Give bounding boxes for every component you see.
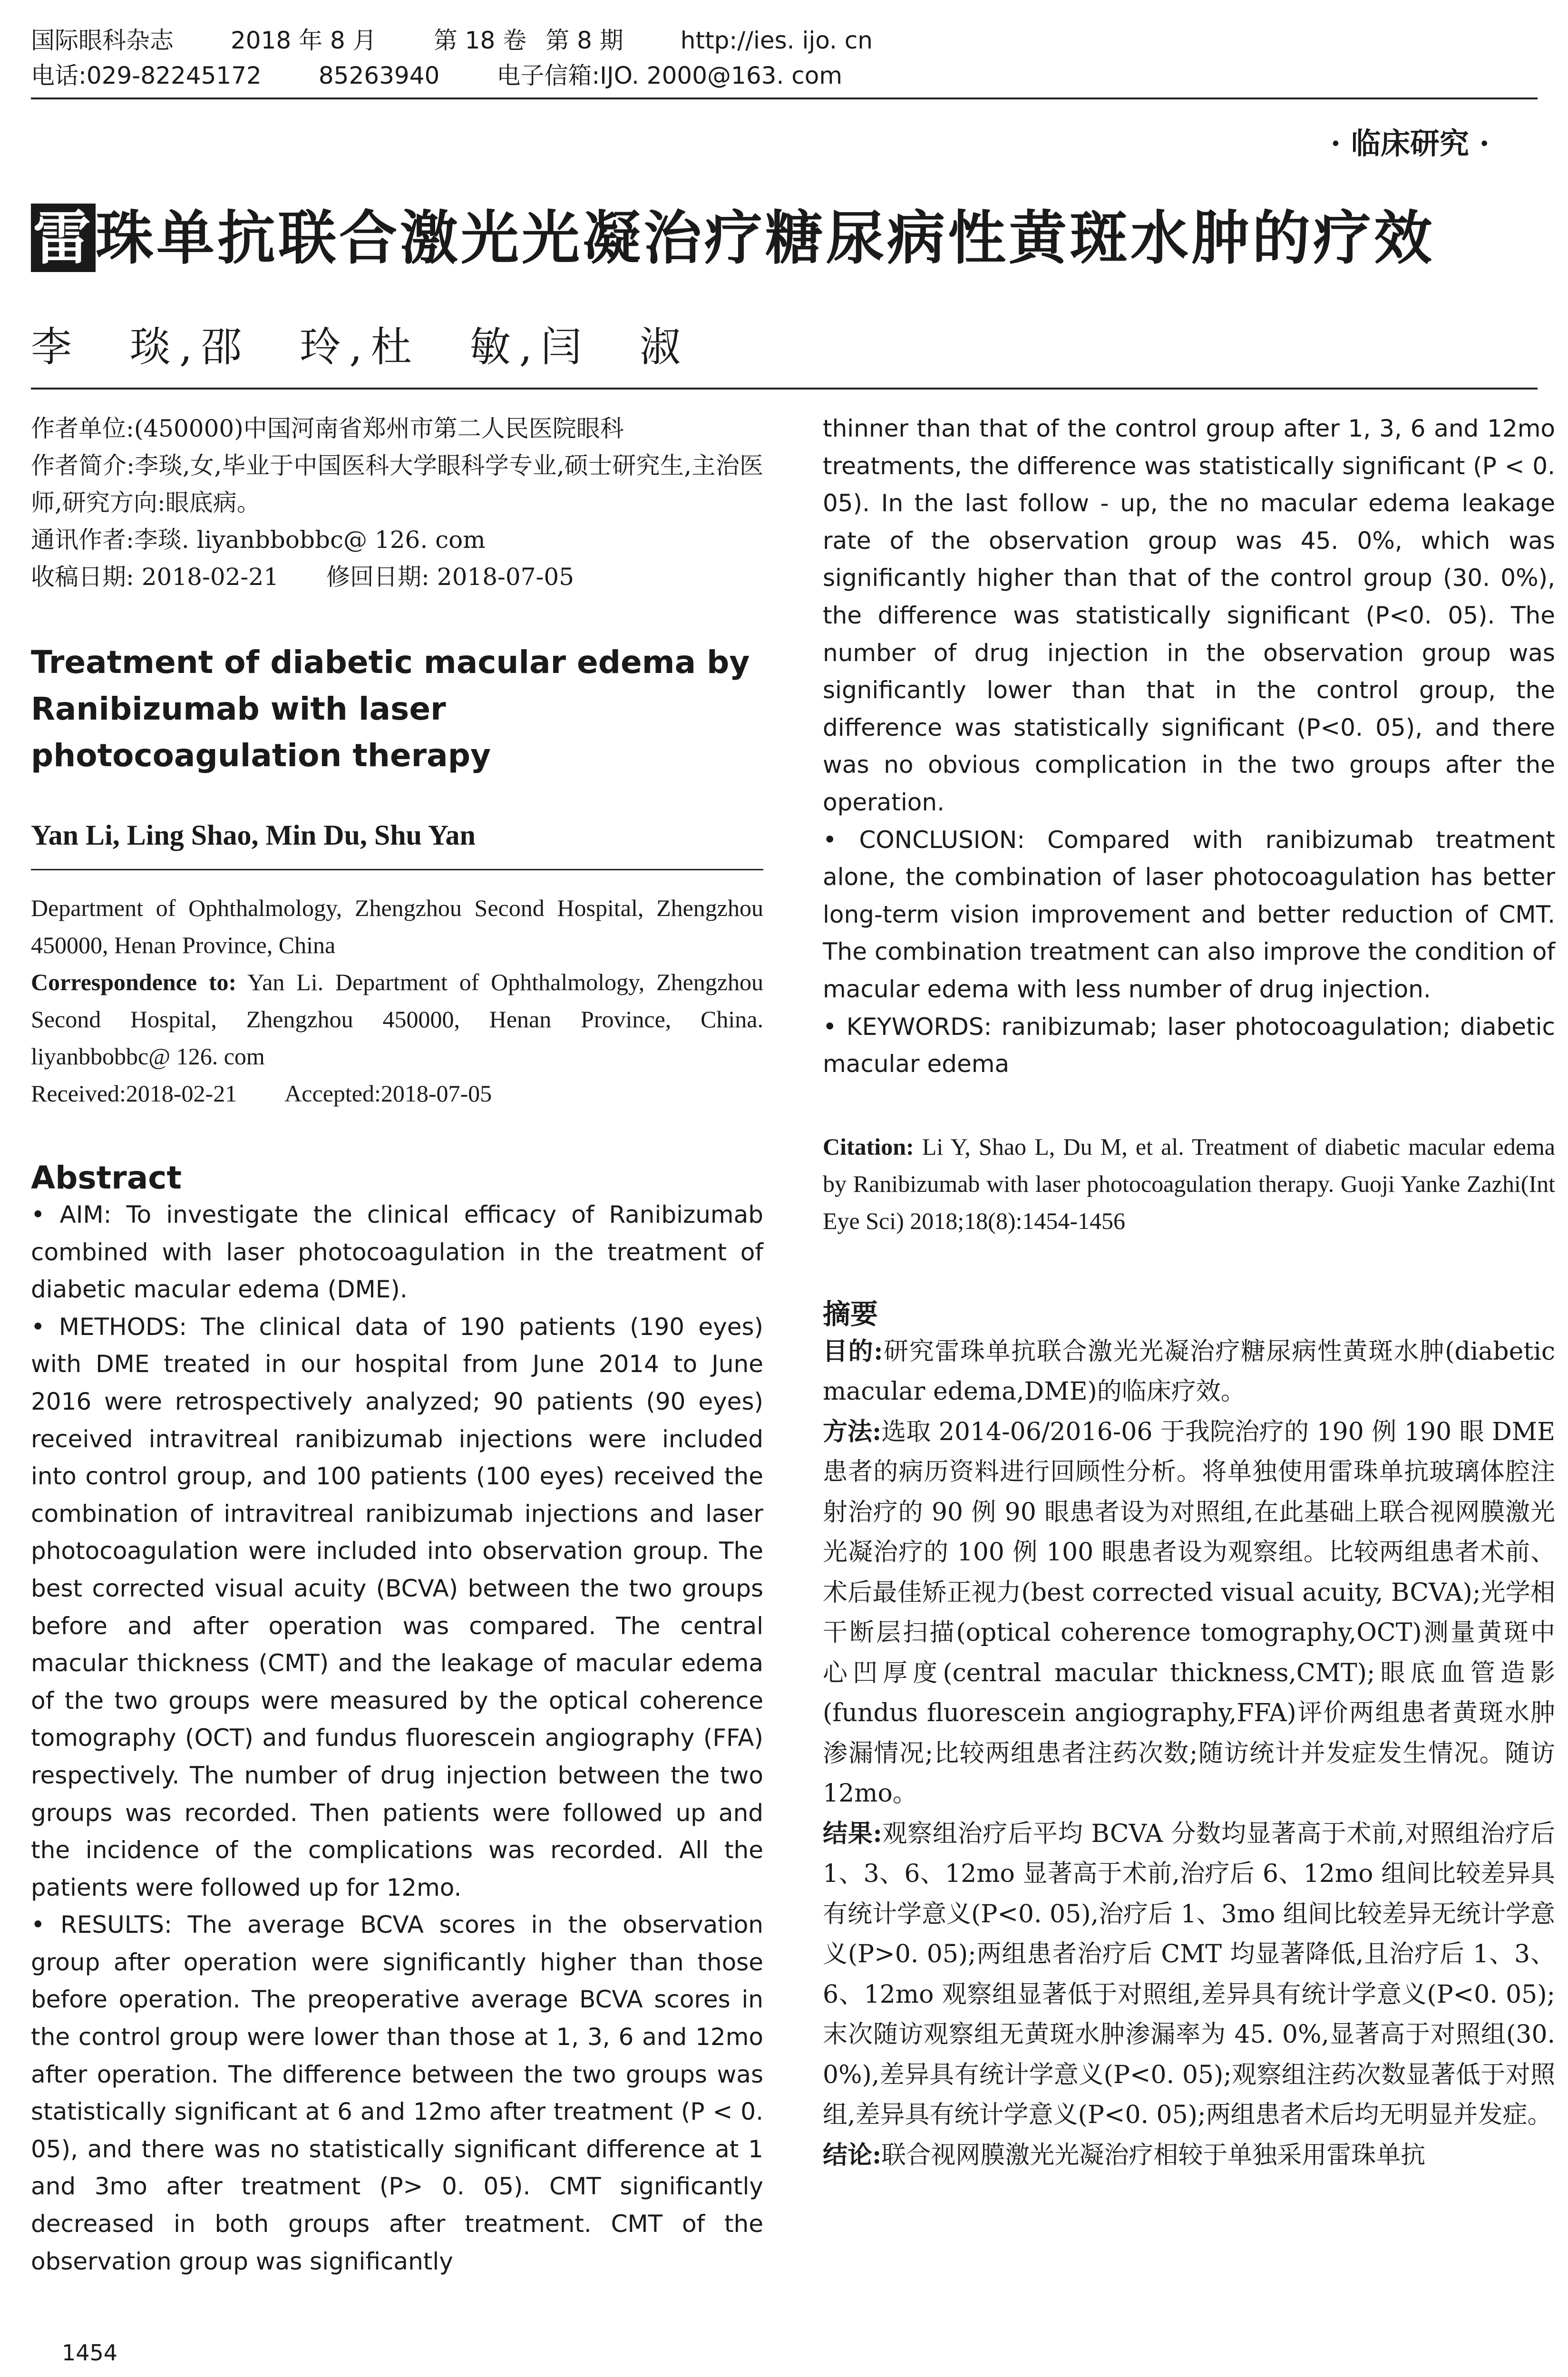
abstract-cn-conclusion bbox=[823, 2135, 1555, 2176]
cn-methods-label: 方法: bbox=[823, 1417, 882, 1446]
dates-en: Received:2018-02-21 Accepted:2018-07-05 bbox=[31, 1080, 492, 1107]
cn-aim-text: 研究雷珠单抗联合激光光凝治疗糖尿病性黄斑水肿(diabetic macular edema,DME)的临床疗效。 bbox=[823, 1337, 1555, 1406]
author-rule bbox=[31, 852, 763, 870]
abstract-results-cont: thinner than that of the control group after 1, 3, 6 and 12mo treatments, the difference was statistically significant (P < 0. 05). In the last follow - up, the no macular edema leakage rate of the observation group was 45. 0%, which was significantly higher than that of the control group (30. 0%), the difference was statistically significant (P<0. 05). The number of drug injection in the observation group was significantly lower than that in the control group, the difference was statistically significant (P<0. 05), and there was no obvious complication in the two groups after the operation. bbox=[823, 415, 1555, 816]
header-rule bbox=[31, 97, 1538, 99]
methods-text: The clinical data of 190 patients (190 eyes) with DME treated in our hospital from June 2014 to June 2016 were retrospectively analyzed; 90 patients (90 eyes) received intravitreal ranibizumab injections were included into control group, and 100 patients (100 eyes) received the combination of intravitreal ranibizumab injections and laser photocoagulation were included into observation group. The best corrected visual acuity (BCVA) between the two groups before and after operation was compared. The central macular thickness (CMT) and the leakage of macular edema of the two groups were measured by the optical coherence tomography (OCT) and fundus fluorescein angiography (FFA) respectively. The number of drug injection between the two groups was recorded. Then patients were followed up and the incidence of the complications was recorded. All the patients were followed up for 12mo. bbox=[31, 1313, 764, 1901]
results-label: • RESULTS: bbox=[31, 1911, 172, 1939]
abstract-cn-methods bbox=[823, 1412, 1555, 1814]
aim-text: To investigate the clinical efficacy of Ranibizumab combined with laser photocoagulation in the treatment of diabetic macular edema (DME). bbox=[31, 1201, 764, 1304]
cn-results-text: 观察组治疗后平均 BCVA 分数均显著高于术前,对照组治疗后 1、3、6、12mo 显著高于术前,治疗后 6、12mo 组间比较差异具有统计学意义(P<0. 05),治疗后 1、3mo 组间比较差异无统计学意义(P>0. 05);两组患者治疗后 CMT 均显著降低,且治疗后 1、3、6、12mo 观察组显著低于对照组,差异具有统计学意义(P<0. 05);末次随访观察组无黄斑水肿渗漏率为 45. 0%,显著高于对照组(30. 0%),差异具有统计学意义(P<0. 05);观察组注药次数显著低于对照组,差异具有统计学意义(P<0. 05);两组患者术后均无明显并发症。 bbox=[823, 1819, 1555, 2130]
phone-2: 85263940 bbox=[318, 62, 440, 89]
affiliation-en: Department of Ophthalmology, Zhengzhou Second Hospital, Zhengzhou 450000, Henan Province, China bbox=[31, 895, 763, 958]
methods-label: • METHODS: bbox=[31, 1313, 187, 1341]
abstract-heading: Abstract bbox=[31, 1159, 182, 1196]
journal-url[interactable]: http://ies. ijo. cn bbox=[680, 27, 873, 54]
abstract-cn-results bbox=[823, 1814, 1555, 2135]
abstract-results bbox=[31, 1906, 763, 2280]
page-title bbox=[31, 200, 1538, 276]
author-bio-cn: 作者简介:李琰,女,毕业于中国医科大学眼科学专业,硕士研究生,主治医师,研究方向:眼底病。 bbox=[31, 452, 763, 516]
english-authors: Yan Li, Ling Shao, Min Du, Shu Yan bbox=[31, 819, 476, 851]
cn-results-label: 结果: bbox=[823, 1819, 882, 1848]
right-column bbox=[823, 410, 1555, 2175]
conclusion-label: • CONCLUSION: bbox=[823, 826, 1025, 854]
correspondence-label: Correspondence to: bbox=[31, 969, 237, 995]
cn-aim-label: 目的: bbox=[823, 1336, 883, 1366]
results-text-left: The average BCVA scores in the observation group after operation were significantly higher than those before operation. The preoperative average BCVA scores in the control group were lower than those at 1, 3, 6 and 12mo after operation. The difference between the two groups was statistically significant at 6 and 12mo after treatment (P < 0. 05), and there was no statistically significant difference at 1 and 3mo after treatment (P> 0. 05). CMT significantly decreased in both groups after treatment. CMT of the observation group was significantly bbox=[31, 1911, 763, 2275]
keywords-label: • KEYWORDS: bbox=[823, 1013, 992, 1041]
abstract-aim bbox=[31, 1196, 763, 1308]
author-affiliation-cn: 作者单位:(450000)中国河南省郑州市第二人民医院眼科 bbox=[31, 415, 624, 442]
citation-text: Li Y, Shao L, Du M, et al. Treatment of diabetic macular edema by Ranibizumab with laser photocoagulation therapy. Guoji Yanke Zazhi(Int Eye Sci) 2018;18(8):1454-1456 bbox=[823, 1133, 1555, 1234]
title-rule bbox=[31, 388, 1538, 390]
cn-conclusion-label: 结论: bbox=[823, 2140, 882, 2170]
abstract-keywords bbox=[823, 1008, 1555, 1083]
abstract-cn-aim bbox=[823, 1332, 1555, 1412]
phone: 电话:029-82245172 bbox=[31, 62, 262, 89]
citation bbox=[823, 1128, 1555, 1239]
journal-header bbox=[31, 23, 1538, 93]
correspondence-en bbox=[31, 964, 763, 1075]
keywords-text: ranibizumab; laser photocoagulation; diabetic macular edema bbox=[823, 1013, 1555, 1078]
authors-cn: 李 琰,邵 玲,杜 敏,闫 淑 bbox=[31, 323, 690, 371]
email[interactable]: 电子信箱:IJO. 2000@163. com bbox=[497, 62, 843, 89]
abstract-cn-heading: 摘要 bbox=[823, 1297, 878, 1330]
aim-label: • AIM: bbox=[31, 1201, 112, 1228]
page-number: 1454 bbox=[62, 2340, 118, 2366]
english-title: Treatment of diabetic macular edema by Ranibizumab with laser photocoagulation therapy bbox=[31, 644, 750, 774]
citation-label: Citation: bbox=[823, 1133, 914, 1160]
abstract-conclusion bbox=[823, 821, 1555, 1008]
journal-name: 国际眼科杂志 bbox=[31, 27, 174, 54]
left-column bbox=[31, 410, 763, 2280]
title-rest: 珠单抗联合激光光凝治疗糖尿病性黄斑水肿的疗效 bbox=[96, 204, 1435, 272]
cn-conclusion-text: 联合视网膜激光光凝治疗相较于单独采用雷珠单抗 bbox=[881, 2141, 1426, 2170]
dates-cn: 收稿日期: 2018-02-21 修回日期: 2018-07-05 bbox=[31, 563, 575, 591]
section-label: · 临床研究 · bbox=[1330, 126, 1490, 161]
cn-methods-text: 选取 2014-06/2016-06 于我院治疗的 190 例 190 眼 DME 患者的病历资料进行回顾性分析。将单独使用雷珠单抗玻璃体腔注射治疗的 90 例 90 眼患者设为对照组,在此基础上联合视网膜激光光凝治疗的 100 例 100 眼患者设为观察组。比较两组患者术前、术后最佳矫正视力(best corrected visual acuity, BCVA);光学相干断层扫描(optical coherence tomography,OCT)测量黄斑中心凹厚度(central macular thickness,CMT);眼底血管造影(fundus fluorescein angiography,FFA)评价两组患者黄斑水肿渗漏情况;比较两组患者注药次数;随访统计并发症发生情况。随访 12mo。 bbox=[823, 1417, 1555, 1808]
abstract-methods bbox=[31, 1308, 763, 1907]
corresponding-author-cn: 通讯作者:李琰. liyanbbobbc@ 126. com bbox=[31, 526, 486, 554]
title-first-char: 雷 bbox=[31, 204, 96, 272]
issue: 第 8 期 bbox=[545, 27, 623, 54]
correspondence-text: Yan Li. Department of Ophthalmology, Zhengzhou Second Hospital, Zhengzhou 450000, Henan Province, China. liyanbbobbc@ 126. com bbox=[31, 969, 763, 1070]
issue-date: 2018 年 8 月 bbox=[231, 27, 377, 54]
volume: 第 18 卷 bbox=[433, 27, 527, 54]
conclusion-text: Compared with ranibizumab treatment alone, the combination of laser photocoagulation has better long-term vision improvement and better reduction of CMT. The combination treatment can also improve the condition of macular edema with less number of drug injection. bbox=[823, 826, 1555, 1003]
